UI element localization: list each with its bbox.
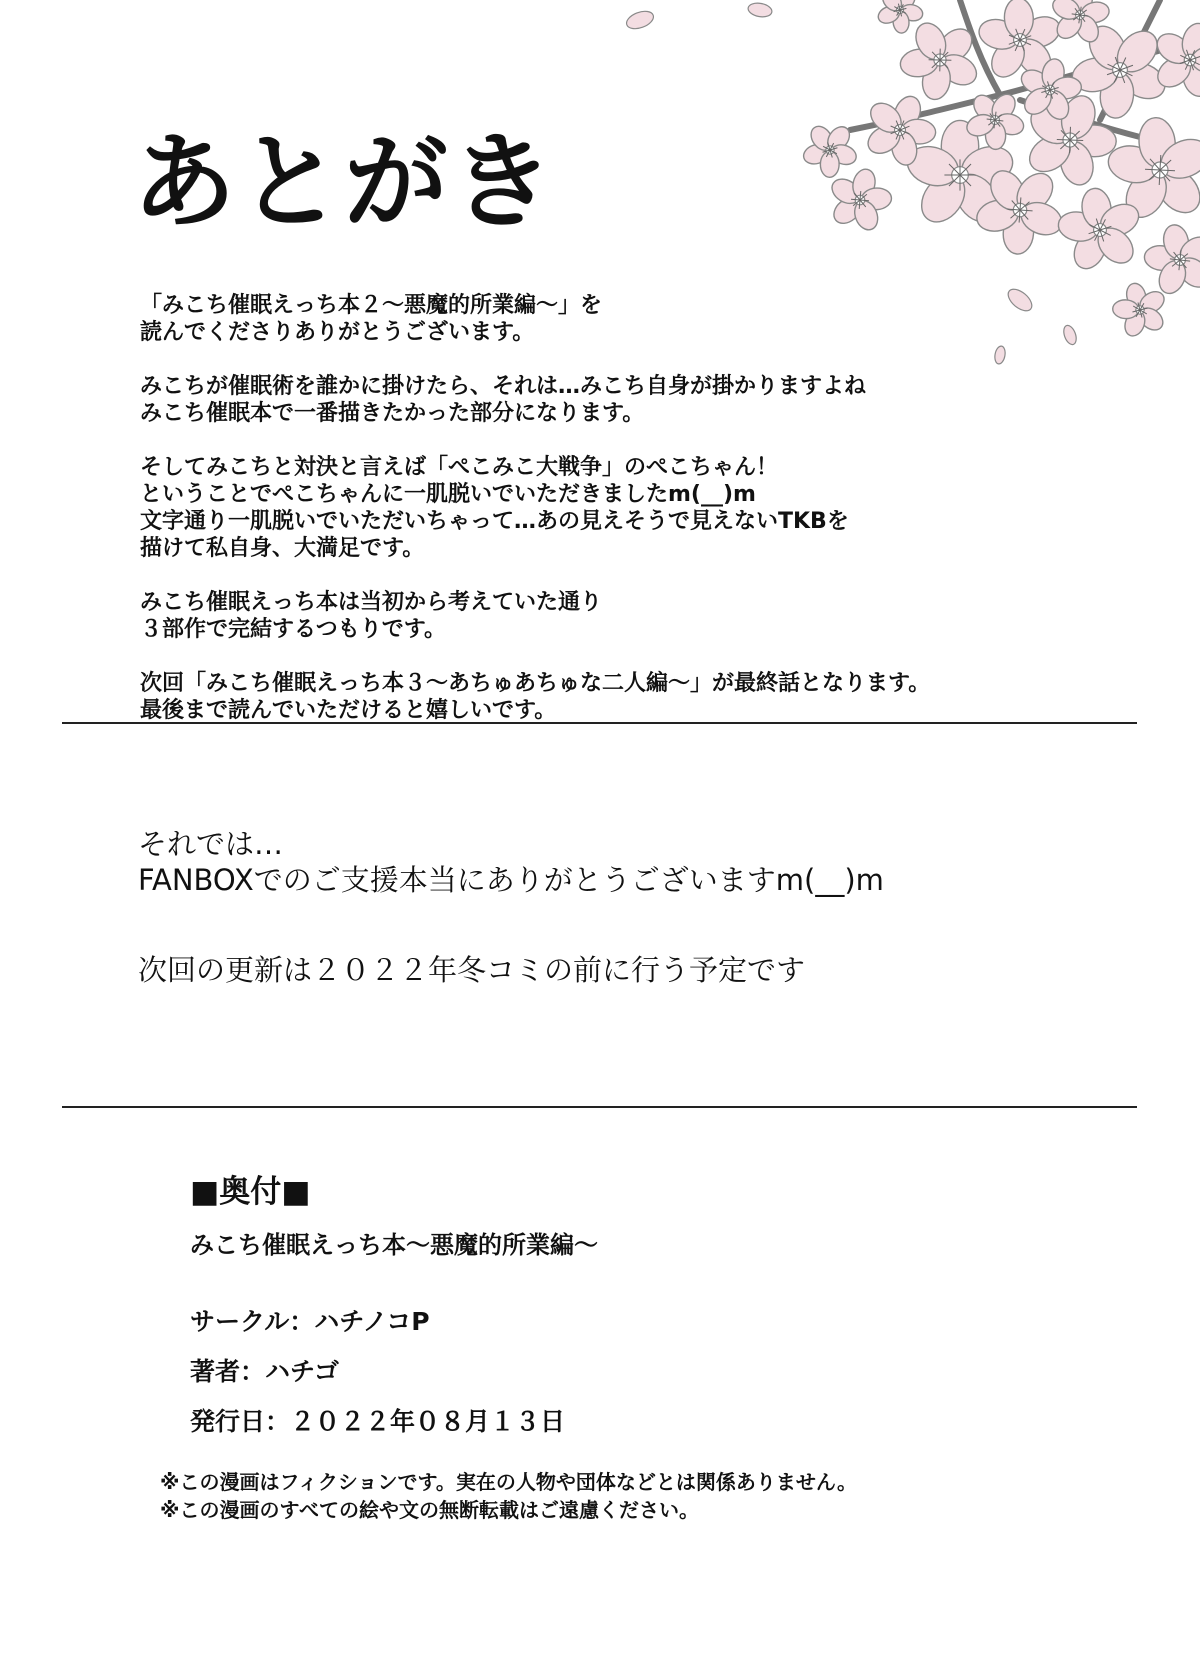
afterword-line: みこち催眠本で一番描きたかった部分になります。 xyxy=(140,401,645,426)
afterword-line: 次回「みこち催眠えっち本３～あちゅあちゅな二人編～」が最終話となります。 xyxy=(140,671,931,696)
afterword-line: そしてみこちと対決と言えば「ぺこみこ大戦争」のぺこちゃん！ xyxy=(140,455,779,480)
disclaimer-notes xyxy=(160,1468,1060,1524)
colophon-book-title: みこち催眠えっち本～悪魔的所業編～ xyxy=(190,1231,598,1259)
thanks-message xyxy=(138,826,1038,898)
afterword-text xyxy=(140,292,1080,751)
afterword-paragraph xyxy=(140,454,1080,562)
falling-petal xyxy=(624,8,656,32)
section-divider xyxy=(62,1106,1137,1108)
colophon-date: 発行日：２０２２年０８月１３日 xyxy=(190,1407,566,1436)
afterword-line: ということでぺこちゃんに一肌脱いでいただきましたm(__)m xyxy=(140,482,756,507)
section-divider xyxy=(62,722,1137,724)
afterword-line: みこちが催眠術を誰かに掛けたら、それは…みこち自身が掛かりますよね xyxy=(140,374,867,399)
colophon-heading: ■奥付■ xyxy=(190,1174,311,1210)
afterword-line: みこち催眠えっち本は当初から考えていた通り xyxy=(140,590,603,615)
page-title: あとがき xyxy=(132,121,557,243)
colophon-circle: サークル：ハチノコP xyxy=(190,1307,430,1336)
blossom-flower xyxy=(1141,219,1200,302)
afterword-paragraph xyxy=(140,670,1080,724)
colophon-author: 著者：ハチゴ xyxy=(190,1357,340,1386)
afterword-line: 読んでくださりありがとうございます。 xyxy=(140,320,535,345)
afterword-paragraph xyxy=(140,373,1080,427)
thanks-line: FANBOXでのご支援本当にありがとうございますm(__)m xyxy=(138,863,884,897)
afterword-paragraph xyxy=(140,292,1080,346)
afterword-line: 文字通り一肌脱いでいただいちゃって…あの見えそうで見えないTKBを xyxy=(140,509,849,534)
afterword-paragraph xyxy=(140,589,1080,643)
afterword-line: 最後まで読んでいただけると嬉しいです。 xyxy=(140,698,557,723)
afterword-line: 「みこち催眠えっち本２～悪魔的所業編～」を xyxy=(140,293,603,318)
afterword-line: 描けて私自身、大満足です。 xyxy=(140,536,425,561)
next-update-notice: 次回の更新は２０２２年冬コミの前に行う予定です xyxy=(138,953,806,987)
disclaimer-line: ※この漫画のすべての絵や文の無断転載はご遠慮ください。 xyxy=(160,1498,700,1522)
afterword-line: ３部作で完結するつもりです。 xyxy=(140,617,447,642)
disclaimer-line: ※この漫画はフィクションです。実在の人物や団体などとは関係ありません。 xyxy=(160,1470,858,1494)
blossom-flower xyxy=(795,114,864,185)
thanks-line: それでは… xyxy=(138,827,284,861)
colophon xyxy=(190,1166,1040,1452)
falling-petal xyxy=(747,1,773,18)
